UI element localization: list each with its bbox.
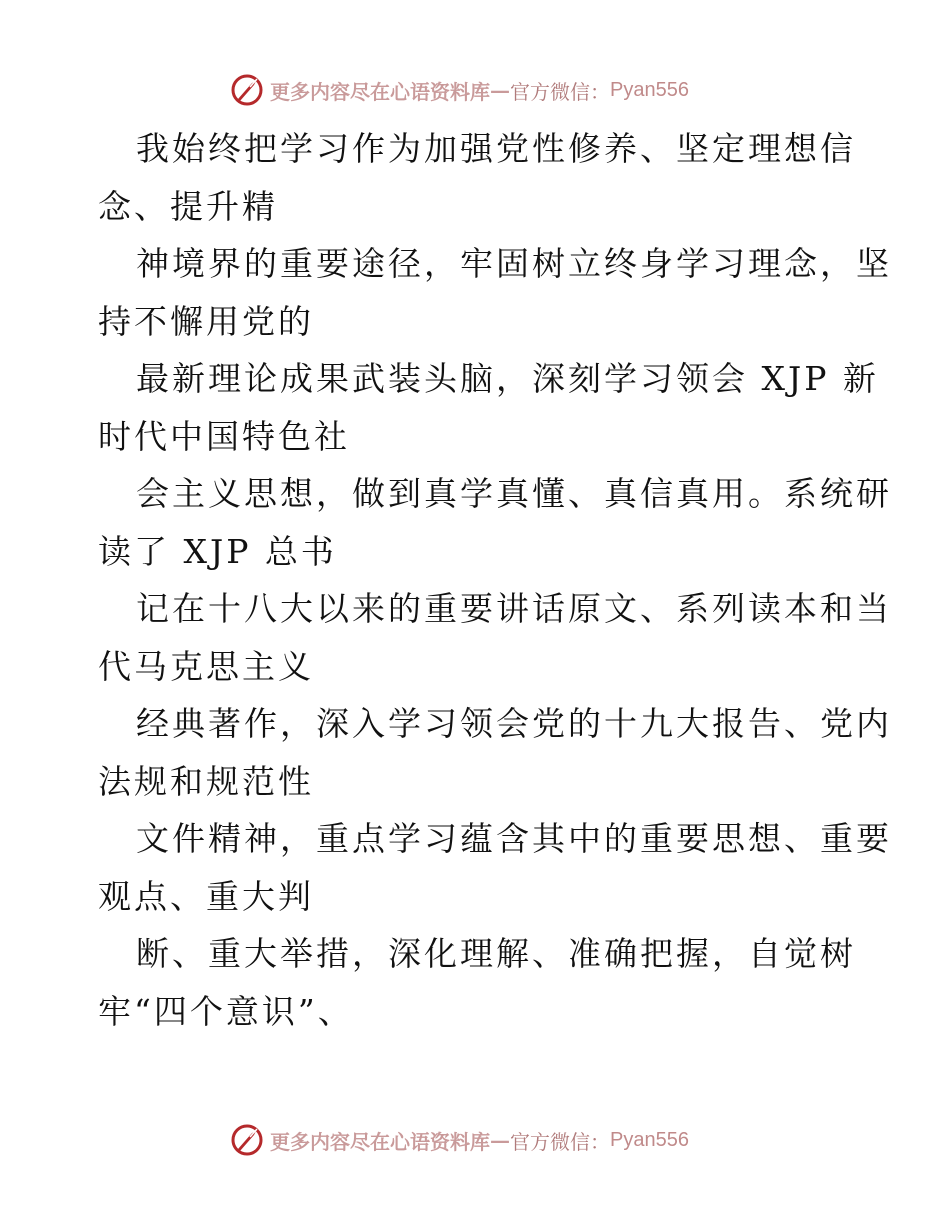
footer-separator: — — [490, 1128, 510, 1152]
body-line: 牢“四个意识”、 — [98, 991, 354, 1031]
body-line: 断、重大举措，深化理解、准确把握，自觉树 — [136, 934, 856, 973]
header-watermark — [230, 70, 689, 110]
footer-wechat-label: 官方微信： — [510, 1129, 610, 1154]
quill-logo-icon — [230, 1123, 264, 1157]
header-separator: — — [490, 78, 510, 102]
header-wechat-label: 官方微信： — [510, 79, 610, 104]
body-line: 时代中国特色社 — [98, 416, 350, 456]
body-line: 观点、重大判 — [98, 876, 314, 916]
footer-site-text: 更多内容尽在心语资料库 — [270, 1129, 490, 1154]
body-line: 记在十八大以来的重要讲话原文、系列读本和当 — [136, 589, 892, 628]
body-line: 法规和规范性 — [98, 761, 314, 801]
body-line: 经典著作，深入学习领会党的十九大报告、党内 — [136, 704, 892, 743]
body-line: 神境界的重要途径，牢固树立终身学习理念，坚 — [136, 244, 892, 283]
body-line: 我始终把学习作为加强党性修养、坚定理想信 — [136, 129, 856, 168]
quill-logo-icon — [230, 73, 264, 107]
body-line: 会主义思想，做到真学真懂、真信真用。系统研 — [136, 474, 892, 513]
footer-wechat-id: Pyan556 — [610, 1128, 689, 1151]
body-line: 文件精神，重点学习蕴含其中的重要思想、重要 — [136, 819, 892, 858]
document-body — [98, 120, 892, 1040]
body-line: 念、提升精 — [98, 186, 278, 226]
header-wechat-id: Pyan556 — [610, 78, 689, 101]
body-line: 读了 XJP 总书 — [98, 531, 337, 571]
body-line: 最新理论成果武装头脑，深刻学习领会 XJP 新 — [136, 359, 879, 398]
header-site-text: 更多内容尽在心语资料库 — [270, 79, 490, 104]
body-line: 持不懈用党的 — [98, 301, 314, 341]
footer-watermark — [230, 1120, 689, 1160]
body-line: 代马克思主义 — [98, 646, 314, 686]
